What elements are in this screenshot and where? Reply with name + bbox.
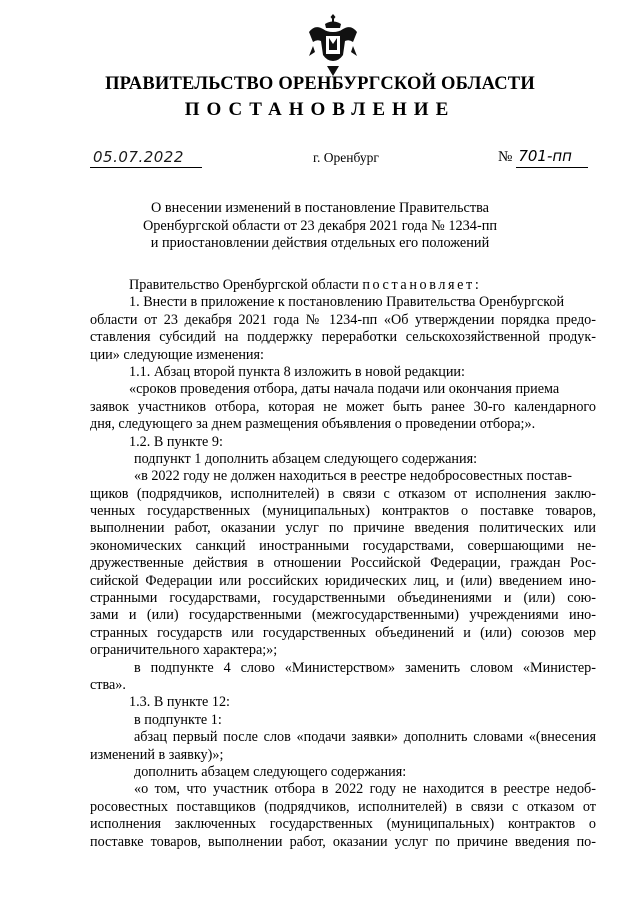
body-line: 1.3. В пункте 12:	[129, 694, 230, 711]
body-line: изменений в заявку)»;	[90, 746, 224, 763]
body-line: абзац первый после слов «подачи заявки» дополнить словами «(внесения	[134, 729, 596, 746]
organization-name: ПРАВИТЕЛЬСТВО ОРЕНБУРГСКОЙ ОБЛАСТИ	[105, 74, 535, 94]
body-line: заявок участников отбора, которая не может быть ранее 30-го календарного	[90, 398, 596, 415]
body-line: ции» следующие изменения:	[90, 346, 264, 363]
body-line: ставления субсидий на поддержку переработки сельскохозяйственной продук-	[90, 329, 596, 346]
body-line: дня, следующего за днем размещения объявления о проведении отбора;».	[90, 416, 536, 433]
body-line: «сроков проведения отбора, даты начала подачи или окончания приема	[129, 381, 560, 398]
body-line: области от 23 декабря 2021 года № 1234-пп «Об утверждении порядка предо-	[90, 311, 596, 328]
document-title	[100, 200, 540, 253]
body-line: дружественные действия в отношении Российской Федерации, граждан Рос-	[90, 555, 596, 572]
body-line: 1.1. Абзац второй пункта 8 изложить в новой редакции:	[129, 363, 465, 380]
document-number	[498, 147, 572, 166]
body-line: экономических санкций иностранными государствами, совершающими не-	[90, 537, 596, 554]
body-line: исполнения заключенных государственных (муниципальных) контрактов о	[90, 816, 596, 833]
title-line: Оренбургской области от 23 декабря 2021 года № 1234-пп	[142, 217, 498, 234]
title-line: и приостановлении действия отдельных его положений	[150, 235, 490, 251]
decree-word: постановляет:	[362, 277, 482, 293]
body-line: ства».	[90, 676, 126, 693]
body-line: «о том, что участник отбора в 2022 году не находится в реестре недоб-	[134, 781, 596, 798]
body-line: зами и (или) государственными (межгосударственными) учреждениями ино-	[90, 607, 596, 624]
number-value: 701-пп	[518, 147, 572, 165]
body-line: странных государств или государственных объединений и (или) союзов мер	[90, 624, 596, 641]
body-line: в подпункте 4 слово «Министерством» заменить словом «Министер-	[134, 659, 596, 676]
body-line: поставке товаров, выполнении работ, оказании услуг по причине введения по-	[90, 833, 596, 850]
body-line: ченных государственных (муниципальных) контрактов о поставке товаров,	[90, 503, 596, 520]
body-intro	[90, 277, 596, 294]
title-line: О внесении изменений в постановление Правительства	[150, 200, 490, 216]
document-date: 05.07.2022	[93, 148, 184, 166]
body-line: подпункт 1 дополнить абзацем следующего содержания:	[134, 450, 478, 467]
body-line: росовестных поставщиков (подрядчиков, исполнителей) в связи с отказом от	[90, 798, 596, 815]
document-city: г. Оренбург	[313, 150, 379, 165]
body-line: дополнить абзацем следующего содержания:	[134, 763, 407, 780]
number-sign: №	[498, 149, 513, 165]
body-line: в подпункте 1:	[134, 711, 222, 728]
intro-text: Правительство Оренбургской области	[129, 277, 359, 293]
document-type: ПОСТАНОВЛЕНИЕ	[184, 99, 456, 120]
number-underline	[516, 167, 588, 168]
body-line: странными государствами, государственными объединениями и (или) сою-	[90, 590, 596, 607]
body-line: выполнении работ, оказании услуг по причине введения политических или	[90, 520, 596, 537]
coat-of-arms-icon	[305, 12, 361, 78]
body-line: ограничительного характера;»;	[90, 642, 278, 659]
date-underline	[90, 167, 202, 168]
body-line: щиков (подрядчиков, исполнителей) в связи с отказом от исполнения заклю-	[90, 485, 596, 502]
body-line: 1.2. В пункте 9:	[129, 433, 223, 450]
body-line: сийской Федерации или российских юридических лиц, и (или) введением ино-	[90, 572, 596, 589]
body-line: 1. Внести в приложение к постановлению Правительства Оренбургской	[129, 294, 565, 311]
body-line: «в 2022 году не должен находиться в реестре недобросовестных постав-	[134, 468, 572, 485]
document-body	[90, 277, 596, 851]
